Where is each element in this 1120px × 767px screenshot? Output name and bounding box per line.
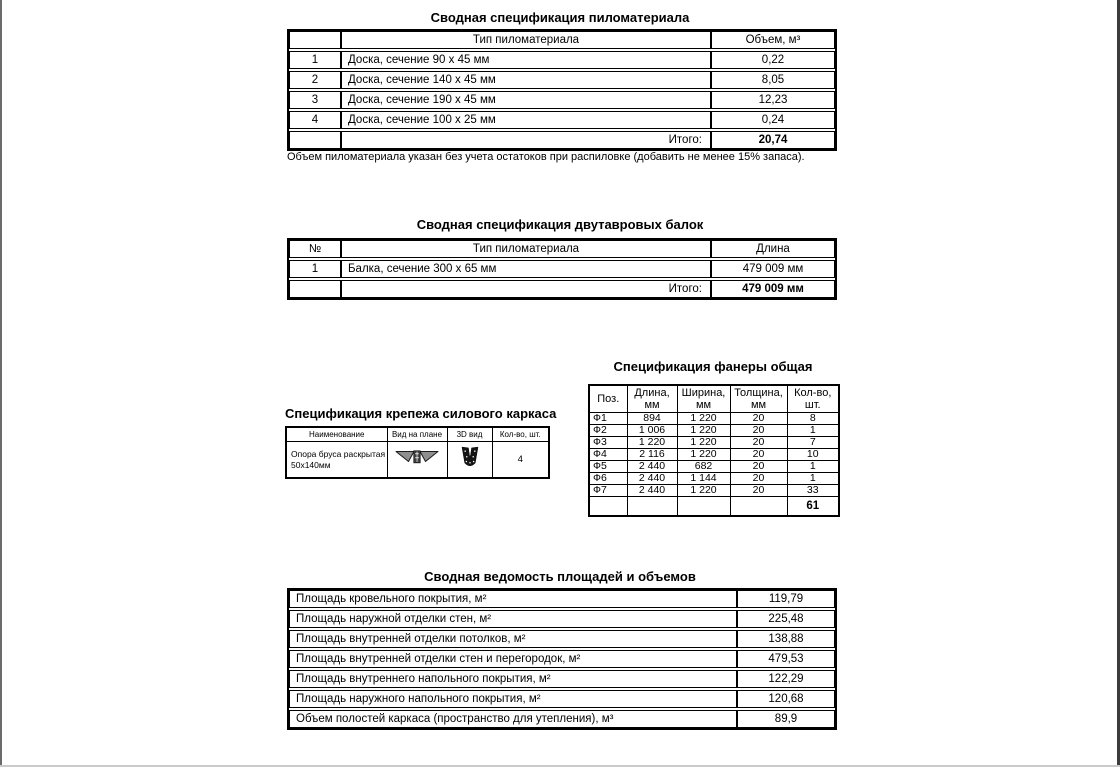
thickness-cell: 20 bbox=[730, 473, 787, 485]
beams-header-length: Длина bbox=[711, 240, 835, 258]
area-label: Площадь внутреннего напольного покрытия, м² bbox=[289, 670, 737, 688]
fastener-plan-cell bbox=[387, 442, 447, 479]
table-row bbox=[286, 442, 549, 479]
thickness-cell: 20 bbox=[730, 449, 787, 461]
table-row bbox=[589, 413, 839, 425]
total-empty-cell bbox=[677, 497, 730, 517]
table-row bbox=[289, 670, 835, 688]
length-cell: 1 006 bbox=[627, 425, 677, 437]
plywood-header-row bbox=[589, 385, 839, 413]
bracket-3d-view-icon bbox=[458, 443, 482, 472]
area-value: 120,68 bbox=[737, 690, 835, 708]
pos-cell: Ф1 bbox=[589, 413, 627, 425]
pos-cell: Ф5 bbox=[589, 461, 627, 473]
length-cell: 1 220 bbox=[627, 437, 677, 449]
table-row bbox=[289, 630, 835, 648]
table-row bbox=[589, 473, 839, 485]
total-empty-cell bbox=[730, 497, 787, 517]
areas-table-title: Сводная ведомость площадей и объемов bbox=[424, 569, 696, 584]
lumber-type: Доска, сечение 100 х 25 мм bbox=[341, 111, 711, 129]
pos-cell: Ф6 bbox=[589, 473, 627, 485]
table-row bbox=[289, 710, 835, 728]
area-value: 122,29 bbox=[737, 670, 835, 688]
plywood-total-row bbox=[589, 497, 839, 517]
table-row bbox=[589, 437, 839, 449]
width-cell: 1 220 bbox=[677, 449, 730, 461]
plywood-header-qty bbox=[787, 385, 839, 413]
table-row bbox=[589, 449, 839, 461]
area-label: Площадь наружной отделки стен, м² bbox=[289, 610, 737, 628]
width-cell: 1 144 bbox=[677, 473, 730, 485]
areas-table bbox=[287, 588, 837, 730]
table-row bbox=[289, 111, 835, 129]
area-value: 225,48 bbox=[737, 610, 835, 628]
table-row bbox=[289, 71, 835, 89]
beams-total-row bbox=[289, 280, 835, 298]
lumber-table-title: Сводная спецификация пиломатериала bbox=[430, 10, 690, 25]
table-row bbox=[589, 461, 839, 473]
lumber-header-row bbox=[289, 31, 835, 49]
table-row bbox=[289, 590, 835, 608]
bracket-plan-view-icon bbox=[395, 449, 439, 465]
total-label: Итого: bbox=[341, 280, 711, 298]
table-row bbox=[289, 91, 835, 109]
lumber-type: Доска, сечение 190 х 45 мм bbox=[341, 91, 711, 109]
pos-cell: Ф3 bbox=[589, 437, 627, 449]
total-empty-cell bbox=[589, 497, 627, 517]
area-label: Площадь наружного напольного покрытия, м² bbox=[289, 690, 737, 708]
qty-cell: 8 bbox=[787, 413, 839, 425]
qty-cell: 1 bbox=[787, 425, 839, 437]
lumber-table bbox=[287, 29, 837, 151]
length-cell: 894 bbox=[627, 413, 677, 425]
beam-length: 479 009 мм bbox=[711, 260, 835, 278]
fasteners-header-plan: Вид на плане bbox=[387, 427, 447, 442]
table-row bbox=[289, 650, 835, 668]
total-empty-cell bbox=[627, 497, 677, 517]
length-cell: 2 440 bbox=[627, 461, 677, 473]
fasteners-table bbox=[285, 426, 550, 479]
width-cell: 1 220 bbox=[677, 437, 730, 449]
area-label: Площадь внутренней отделки стен и перегородок, м² bbox=[289, 650, 737, 668]
plywood-header-pos bbox=[589, 385, 627, 413]
fastener-name-line2: 50x140мм bbox=[291, 459, 331, 470]
lumber-header-num bbox=[289, 31, 341, 49]
lumber-volume: 0,24 bbox=[711, 111, 835, 129]
header-unit: мм bbox=[750, 399, 767, 411]
beams-table-title: Сводная спецификация двутавровых балок bbox=[416, 217, 704, 232]
width-cell: 682 bbox=[677, 461, 730, 473]
row-number: 1 bbox=[289, 260, 341, 278]
beams-total-value: 479 009 мм bbox=[711, 280, 835, 298]
table-row bbox=[289, 610, 835, 628]
area-label: Площадь внутренней отделки потолков, м² bbox=[289, 630, 737, 648]
area-label: Объем полостей каркаса (пространство для утепления), м³ bbox=[289, 710, 737, 728]
area-value: 138,88 bbox=[737, 630, 835, 648]
fasteners-header-row bbox=[286, 427, 549, 442]
fasteners-header-qty: Кол-во, шт. bbox=[492, 427, 549, 442]
area-value: 89,9 bbox=[737, 710, 835, 728]
beams-header-num: № bbox=[289, 240, 341, 258]
qty-cell: 33 bbox=[787, 485, 839, 497]
table-row bbox=[289, 51, 835, 69]
beam-type: Балка, сечение 300 х 65 мм bbox=[341, 260, 711, 278]
page-edge-left bbox=[0, 0, 2, 767]
width-cell: 1 220 bbox=[677, 425, 730, 437]
fasteners-header-name: Наименование bbox=[286, 427, 387, 442]
total-empty-cell bbox=[289, 280, 341, 298]
plywood-header-width bbox=[677, 385, 730, 413]
row-number: 3 bbox=[289, 91, 341, 109]
beams-header-type: Тип пиломатериала bbox=[341, 240, 711, 258]
header-unit: шт. bbox=[804, 399, 821, 411]
header-line: Толщина, bbox=[734, 387, 783, 399]
lumber-type: Доска, сечение 140 х 45 мм bbox=[341, 71, 711, 89]
plywood-header-thickness bbox=[730, 385, 787, 413]
qty-cell: 7 bbox=[787, 437, 839, 449]
row-number: 1 bbox=[289, 51, 341, 69]
header-unit: мм bbox=[695, 399, 712, 411]
header-line: Длина, bbox=[634, 387, 670, 399]
plywood-header-length bbox=[627, 385, 677, 413]
table-row bbox=[589, 425, 839, 437]
lumber-volume: 12,23 bbox=[711, 91, 835, 109]
area-label: Площадь кровельного покрытия, м² bbox=[289, 590, 737, 608]
qty-cell: 10 bbox=[787, 449, 839, 461]
fastener-name-cell bbox=[286, 442, 387, 479]
area-value: 119,79 bbox=[737, 590, 835, 608]
total-label: Итого: bbox=[341, 131, 711, 149]
header-line: Поз. bbox=[597, 393, 620, 405]
area-value: 479,53 bbox=[737, 650, 835, 668]
header-unit: мм bbox=[644, 399, 660, 411]
thickness-cell: 20 bbox=[730, 461, 787, 473]
fastener-3d-cell bbox=[447, 442, 492, 479]
table-row bbox=[289, 260, 835, 278]
thickness-cell: 20 bbox=[730, 437, 787, 449]
plywood-table bbox=[588, 384, 840, 517]
plywood-total-qty: 61 bbox=[787, 497, 839, 517]
header-line: Кол-во, bbox=[794, 387, 832, 399]
length-cell: 2 116 bbox=[627, 449, 677, 461]
pos-cell: Ф7 bbox=[589, 485, 627, 497]
total-empty-cell bbox=[289, 131, 341, 149]
thickness-cell: 20 bbox=[730, 485, 787, 497]
beams-table bbox=[287, 238, 837, 300]
lumber-total-row bbox=[289, 131, 835, 149]
lumber-header-volume: Объем, м³ bbox=[711, 31, 835, 49]
row-number: 4 bbox=[289, 111, 341, 129]
qty-cell: 1 bbox=[787, 461, 839, 473]
pos-cell: Ф2 bbox=[589, 425, 627, 437]
width-cell: 1 220 bbox=[677, 413, 730, 425]
lumber-volume: 0,22 bbox=[711, 51, 835, 69]
length-cell: 2 440 bbox=[627, 473, 677, 485]
qty-cell: 1 bbox=[787, 473, 839, 485]
fastener-name-line1: Опора бруса раскрытая bbox=[291, 448, 386, 459]
pos-cell: Ф4 bbox=[589, 449, 627, 461]
length-cell: 2 440 bbox=[627, 485, 677, 497]
thickness-cell: 20 bbox=[730, 413, 787, 425]
fasteners-header-3d: 3D вид bbox=[447, 427, 492, 442]
lumber-header-type: Тип пиломатериала bbox=[341, 31, 711, 49]
lumber-type: Доска, сечение 90 х 45 мм bbox=[341, 51, 711, 69]
width-cell: 1 220 bbox=[677, 485, 730, 497]
lumber-volume: 8,05 bbox=[711, 71, 835, 89]
thickness-cell: 20 bbox=[730, 425, 787, 437]
fasteners-table-title: Спецификация крепежа силового каркаса bbox=[285, 406, 557, 421]
row-number: 2 bbox=[289, 71, 341, 89]
table-row bbox=[289, 690, 835, 708]
beams-header-row bbox=[289, 240, 835, 258]
fastener-qty-cell: 4 bbox=[492, 442, 549, 479]
lumber-total-value: 20,74 bbox=[711, 131, 835, 149]
table-row bbox=[589, 485, 839, 497]
header-line: Ширина, bbox=[681, 387, 726, 399]
plywood-table-title: Спецификация фанеры общая bbox=[613, 359, 813, 374]
lumber-note: Объем пиломатериала указан без учета остатоков при распиловке (добавить не менее 15% запаса). bbox=[287, 151, 805, 163]
